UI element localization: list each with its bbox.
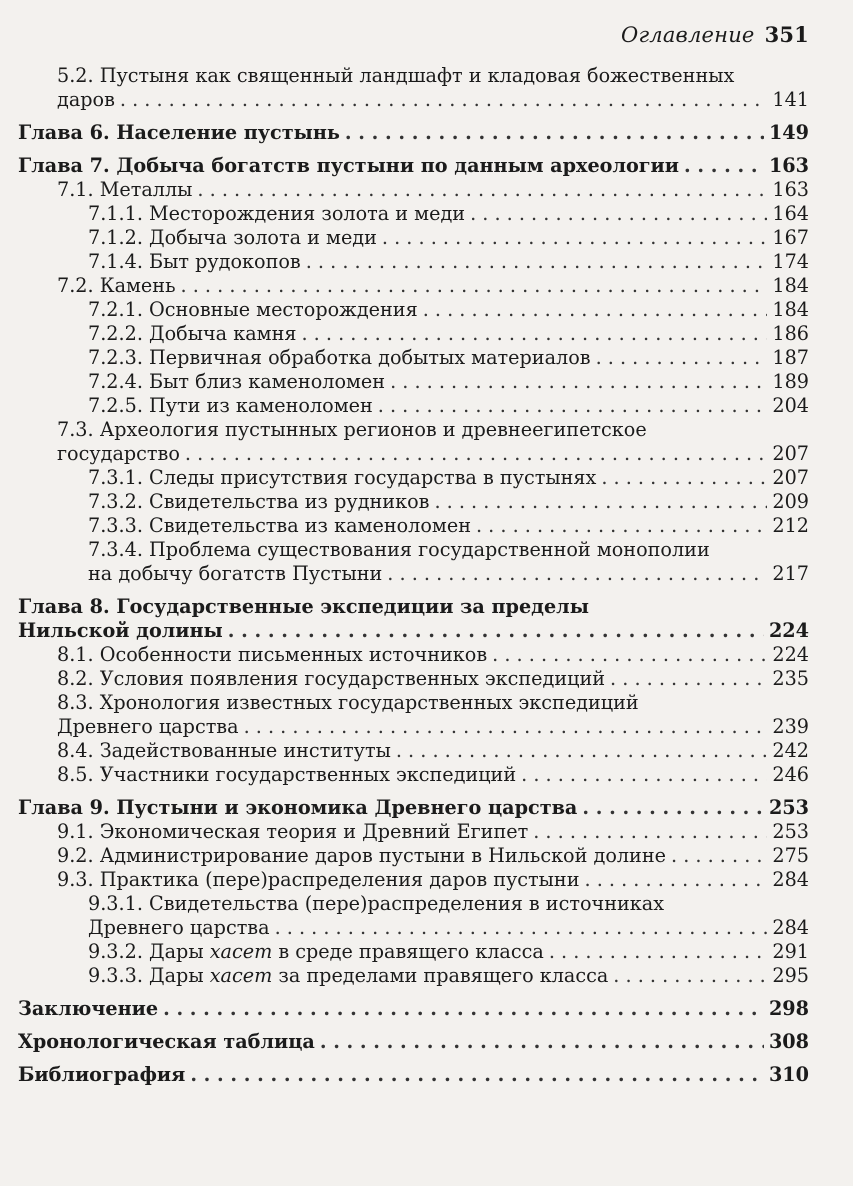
toc-entry-title [18,796,577,820]
toc-entry-title-text: 7.1.1. Месторождения золота и меди [88,202,466,225]
toc-entry-page-number: 207 [772,466,809,489]
toc-entry-title-text: Заключение [18,997,159,1020]
toc-entry-row [18,154,809,178]
toc-entry [18,1030,809,1054]
header-section-title: Оглавление [621,23,755,47]
toc-entry-title-text: 7.2.4. Быт близ каменоломен [88,370,386,393]
toc-entry-title [57,178,192,202]
dot-leader [163,997,764,1021]
toc-entry-title [18,1063,185,1087]
toc-entry-row [18,619,809,643]
toc-entry-page-number: 174 [772,250,809,273]
toc-entry-title-text: Глава 9. Пустыни и экономика Древнего царства [18,796,578,819]
toc-entry [18,178,809,202]
toc-entry-row [57,763,809,787]
toc-entry [18,964,809,988]
dot-leader [382,226,767,250]
toc-entry-title-text-after: за пределами правящего класса [272,964,609,987]
toc-entry [18,667,809,691]
toc-entry-row [88,964,809,988]
toc-entry-title [88,916,270,940]
toc-entry-row [88,202,809,226]
toc-entry-page-number: 242 [772,739,809,762]
toc-entry-title [88,370,385,394]
header-page-number: 351 [764,22,809,47]
dot-leader [610,667,767,691]
toc-entry [18,691,809,739]
toc-entry-title [57,667,605,691]
toc-entry-title-text: Глава 7. Добыча богатств пустыни по данным археологии [18,154,680,177]
toc-entry-row [18,796,809,820]
dot-leader [197,178,767,202]
toc-entry-row [18,997,809,1021]
toc-entry-title [57,643,487,667]
toc-entry-title [57,274,176,298]
toc-entry-page-number: 253 [772,820,809,843]
dot-leader [320,1030,764,1054]
toc-entry-page-number: 184 [772,274,809,297]
toc-entry-page-number: 224 [772,643,809,666]
toc-entry-title-text: 7.3.1. Следы присутствия государства в пустынях [88,466,597,489]
toc-entry-title-text: 8.5. Участники государственных экспедиций [57,763,517,786]
toc-entry [18,346,809,370]
toc-entry [18,490,809,514]
toc-entry-row [57,442,809,466]
toc-entry-title-line: 9.3.1. Свидетельства (пере)распределения в источниках [88,892,665,915]
toc-entry-page-number: 235 [772,667,809,690]
dot-leader [275,916,768,940]
toc-entry-title [18,619,223,643]
toc-entry-page-number: 310 [768,1063,809,1086]
dot-leader [585,868,768,892]
toc-entry-title-text: 8.4. Задействованные институты [57,739,391,762]
toc-entry-title [88,202,465,226]
toc-entry-title-text: Глава 6. Население пустынь [18,121,340,144]
dot-leader [190,1063,764,1087]
toc-entry-page-number: 204 [772,394,809,417]
toc-entry-page-number: 246 [772,763,809,786]
toc-entry [18,394,809,418]
dot-leader [228,619,764,643]
toc-entry-title-text: Библиография [18,1063,186,1086]
toc-entry-row [88,226,809,250]
toc-entry-title-text: Древнего царства [57,715,239,738]
toc-entry [18,298,809,322]
toc-entry-page-number: 167 [772,226,809,249]
toc-entry-title [57,88,115,112]
toc-entry-page-number: 308 [768,1030,809,1053]
toc-entry-page-number: 163 [768,154,809,177]
toc-entry [18,940,809,964]
toc-entry-title-text: 8.2. Условия появления государственных экспедиций [57,667,606,690]
toc-entry-row [57,739,809,763]
toc-entry-title [88,490,429,514]
toc-entry-row [88,250,809,274]
table-of-contents [18,64,809,1087]
toc-entry-page-number: 291 [772,940,809,963]
toc-entry-title [88,346,591,370]
toc-entry [18,538,809,586]
toc-entry-title-italic: хасет [209,964,273,987]
toc-entry [18,226,809,250]
dot-leader [120,88,767,112]
toc-entry-row [88,916,809,940]
toc-entry-row [88,394,809,418]
toc-entry-row [88,490,809,514]
dot-leader [301,322,767,346]
toc-entry-page-number: 275 [772,844,809,867]
toc-entry-row [57,844,809,868]
toc-entry-title-text: 9.1. Экономическая теория и Древний Египет [57,820,529,843]
dot-leader [345,121,764,145]
toc-entry [18,595,809,643]
dot-leader [387,562,767,586]
toc-entry-title [18,997,158,1021]
toc-entry-title-text: 9.3.2. Дары [88,940,210,963]
toc-entry-row [57,178,809,202]
toc-entry-page-number: 209 [772,490,809,513]
dot-leader [181,274,768,298]
toc-entry-title [88,964,608,988]
dot-leader [244,715,768,739]
toc-entry-title-text: 9.3. Практика (пере)распределения даров пустыни [57,868,580,891]
toc-entry-title-line: Глава 8. Государственные экспедиции за пределы [18,595,589,618]
toc-entry-title [18,1030,315,1054]
toc-entry [18,892,809,940]
toc-entry [18,844,809,868]
toc-entry-page-number: 141 [772,88,809,111]
toc-entry [18,64,809,112]
toc-entry-page-number: 163 [772,178,809,201]
toc-entry-title-text: Нильской долины [18,619,223,642]
toc-entry [18,796,809,820]
toc-entry-page-number: 284 [772,868,809,891]
toc-entry-title-text: Хронологическая таблица [18,1030,315,1053]
toc-entry-title [88,298,418,322]
toc-entry-title-text: даров [57,88,115,111]
dot-leader [423,298,768,322]
toc-entry-title [57,739,391,763]
toc-entry-row [88,466,809,490]
toc-entry-title-text: 7.2. Камень [57,274,176,297]
toc-entry-row [18,121,809,145]
dot-leader [596,346,768,370]
toc-entry-title-text-after: в среде правящего класса [272,940,544,963]
toc-entry-title [88,394,373,418]
toc-entry-row [88,322,809,346]
toc-entry-title [57,844,666,868]
toc-entry-title-text: на добычу богатств Пустыни [88,562,383,585]
dot-leader [396,739,768,763]
dot-leader [549,940,768,964]
toc-entry-title-text: 7.1.2. Добыча золота и меди [88,226,377,249]
toc-entry-page-number: 187 [772,346,809,369]
toc-entry-title [88,322,296,346]
dot-leader [185,442,767,466]
toc-entry-page-number: 284 [772,916,809,939]
toc-entry-row [57,820,809,844]
toc-entry-page-number: 186 [772,322,809,345]
toc-entry [18,868,809,892]
dot-leader [470,202,767,226]
toc-entry-title-text: 7.1. Металлы [57,178,193,201]
dot-leader [521,763,767,787]
dot-leader [434,490,767,514]
toc-entry-title [88,562,382,586]
toc-entry-page-number: 253 [768,796,809,819]
toc-entry-page-number: 217 [772,562,809,585]
toc-entry-page-number: 189 [772,370,809,393]
toc-entry-title-text: 7.1.4. Быт рудокопов [88,250,301,273]
toc-entry-title-text: 9.3.3. Дары [88,964,210,987]
toc-entry-page-number: 298 [768,997,809,1020]
toc-entry-row [57,715,809,739]
running-header [621,22,809,47]
toc-entry-page-number: 224 [768,619,809,642]
toc-entry-row [57,868,809,892]
toc-entry-title-line: 8.3. Хронология известных государственных экспедиций [57,691,639,714]
toc-entry-row [88,370,809,394]
toc-entry-row [88,514,809,538]
toc-entry-title-line: 7.3. Археология пустынных регионов и древнеегипетское [57,418,647,441]
toc-entry-row [18,1063,809,1087]
toc-entry [18,514,809,538]
toc-entry-row [88,940,809,964]
toc-entry-title [88,514,471,538]
toc-entry-page-number: 239 [772,715,809,738]
toc-entry-page-number: 295 [772,964,809,987]
toc-entry [18,322,809,346]
toc-entry [18,643,809,667]
toc-entry-title-text: 7.3.3. Свидетельства из каменоломен [88,514,471,537]
toc-entry-title [57,820,528,844]
toc-entry-title [57,715,239,739]
dot-leader [390,370,767,394]
toc-entry-title [18,121,340,145]
toc-entry-page-number: 164 [772,202,809,225]
toc-entry [18,763,809,787]
toc-entry-title-text: 9.2. Администрирование даров пустыни в Нильской долине [57,844,666,867]
toc-entry [18,202,809,226]
toc-entry-page-number: 184 [772,298,809,321]
toc-entry [18,997,809,1021]
toc-entry-title [57,763,516,787]
dot-leader [533,820,767,844]
toc-entry-title-text: 7.3.2. Свидетельства из рудников [88,490,430,513]
toc-entry-row [57,274,809,298]
toc-entry-title [88,466,596,490]
toc-entry-title [57,868,580,892]
toc-entry-title [18,154,679,178]
dot-leader [306,250,768,274]
toc-entry [18,154,809,178]
toc-entry-row [57,88,809,112]
toc-entry-row [88,298,809,322]
toc-entry-row [18,1030,809,1054]
dot-leader [671,844,767,868]
toc-entry [18,121,809,145]
dot-leader [613,964,767,988]
toc-entry [18,418,809,466]
toc-entry-row [88,346,809,370]
toc-entry-title [88,250,301,274]
toc-entry-title-italic: хасет [209,940,273,963]
toc-entry [18,370,809,394]
dot-leader [684,154,764,178]
toc-entry [18,739,809,763]
dot-leader [492,643,767,667]
toc-entry-title-text: государство [57,442,180,465]
toc-entry-title-line: 7.3.4. Проблема существования государственной монополии [88,538,710,561]
toc-entry [18,820,809,844]
toc-entry [18,274,809,298]
toc-entry-title-text: 8.1. Особенности письменных источников [57,643,488,666]
toc-entry-page-number: 212 [772,514,809,537]
toc-entry-title-line: 5.2. Пустыня как священный ландшафт и кладовая божественных [57,64,735,87]
toc-entry-row [57,643,809,667]
toc-entry-page-number: 207 [772,442,809,465]
toc-entry-row [57,667,809,691]
dot-leader [476,514,767,538]
toc-entry-title [88,940,544,964]
toc-entry-title [88,226,377,250]
dot-leader [582,796,764,820]
toc-entry-title-text: Древнего царства [88,916,270,939]
toc-entry [18,250,809,274]
dot-leader [601,466,767,490]
toc-entry-title-text: 7.2.1. Основные месторождения [88,298,418,321]
toc-entry-row [88,562,809,586]
toc-entry [18,1063,809,1087]
toc-entry-page-number: 149 [768,121,809,144]
toc-entry-title-text: 7.2.5. Пути из каменоломен [88,394,373,417]
dot-leader [378,394,768,418]
toc-entry-title [57,442,180,466]
toc-entry-title-text: 7.2.3. Первичная обработка добытых материалов [88,346,591,369]
toc-entry [18,466,809,490]
toc-entry-title-text: 7.2.2. Добыча камня [88,322,297,345]
